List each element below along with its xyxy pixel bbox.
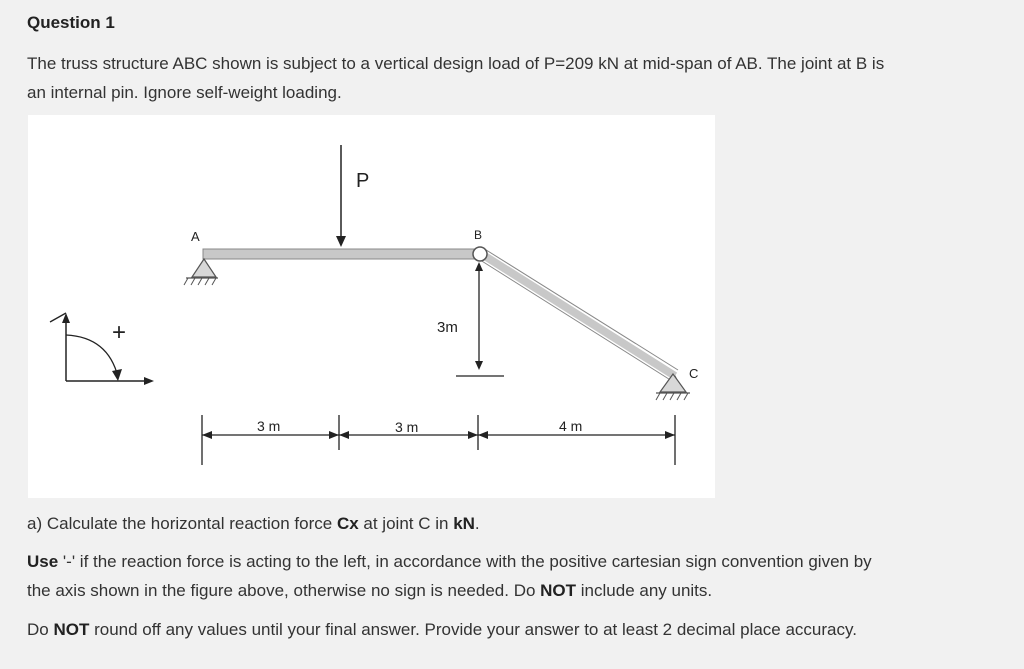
intro-line-2: an internal pin. Ignore self-weight loading.	[27, 83, 342, 102]
joint-b-label: B	[474, 228, 483, 242]
member-ab	[203, 249, 481, 259]
question-title: Question 1	[27, 13, 115, 32]
pin-support-a	[184, 259, 218, 285]
not-bold-2: NOT	[53, 620, 90, 639]
question-intro	[27, 49, 1002, 107]
part-a-kn: kN	[453, 514, 475, 533]
sign-instructions-line-2	[27, 576, 1002, 605]
sign-instructions-line-1	[27, 547, 1002, 576]
dim-label-3: 4 m	[559, 418, 583, 434]
load-arrow-p	[336, 145, 369, 247]
horizontal-dimensions	[202, 415, 675, 465]
part-a-middle: at joint C in	[358, 514, 454, 533]
rounding-text-1: Do	[27, 620, 54, 639]
sign-label: +	[112, 319, 127, 346]
joint-c-label: C	[689, 366, 699, 381]
member-bc	[477, 248, 678, 381]
intro-line-1: The truss structure ABC shown is subject to a vertical design load of P=209 kN at mid-span of AB. The joint at B is	[27, 54, 885, 73]
sign-instructions	[27, 547, 1002, 605]
height-dimension	[437, 262, 504, 376]
internal-pin-b	[473, 247, 487, 261]
not-bold-1: NOT	[540, 581, 577, 600]
sign-convention-axes	[50, 313, 154, 385]
rounding-instructions	[27, 615, 1002, 644]
load-label: P	[356, 170, 370, 192]
use-bold: Use	[27, 552, 59, 571]
dim-label-2: 3 m	[395, 419, 419, 435]
rounding-text-2: round off any values until your final answer. Provide your answer to at least 2 decimal place accuracy.	[89, 620, 857, 639]
truss-diagram	[28, 115, 715, 498]
sign-text-1: '-' if the reaction force is acting to the left, in accordance with the positive cartesian sign convention given by	[58, 552, 872, 571]
truss-figure	[28, 115, 715, 498]
pin-support-c	[656, 374, 690, 400]
part-a-prefix: a) Calculate the horizontal reaction force	[27, 514, 337, 533]
part-a-question	[27, 509, 1002, 538]
sign-text-3: include any units.	[576, 581, 713, 600]
height-label: 3m	[437, 319, 458, 336]
part-a-suffix: .	[474, 514, 480, 533]
sign-text-2: the axis shown in the figure above, otherwise no sign is needed. Do	[27, 581, 541, 600]
dim-label-1: 3 m	[257, 418, 281, 434]
part-a-cx: Cx	[336, 514, 359, 533]
joint-a-label: A	[191, 229, 200, 244]
